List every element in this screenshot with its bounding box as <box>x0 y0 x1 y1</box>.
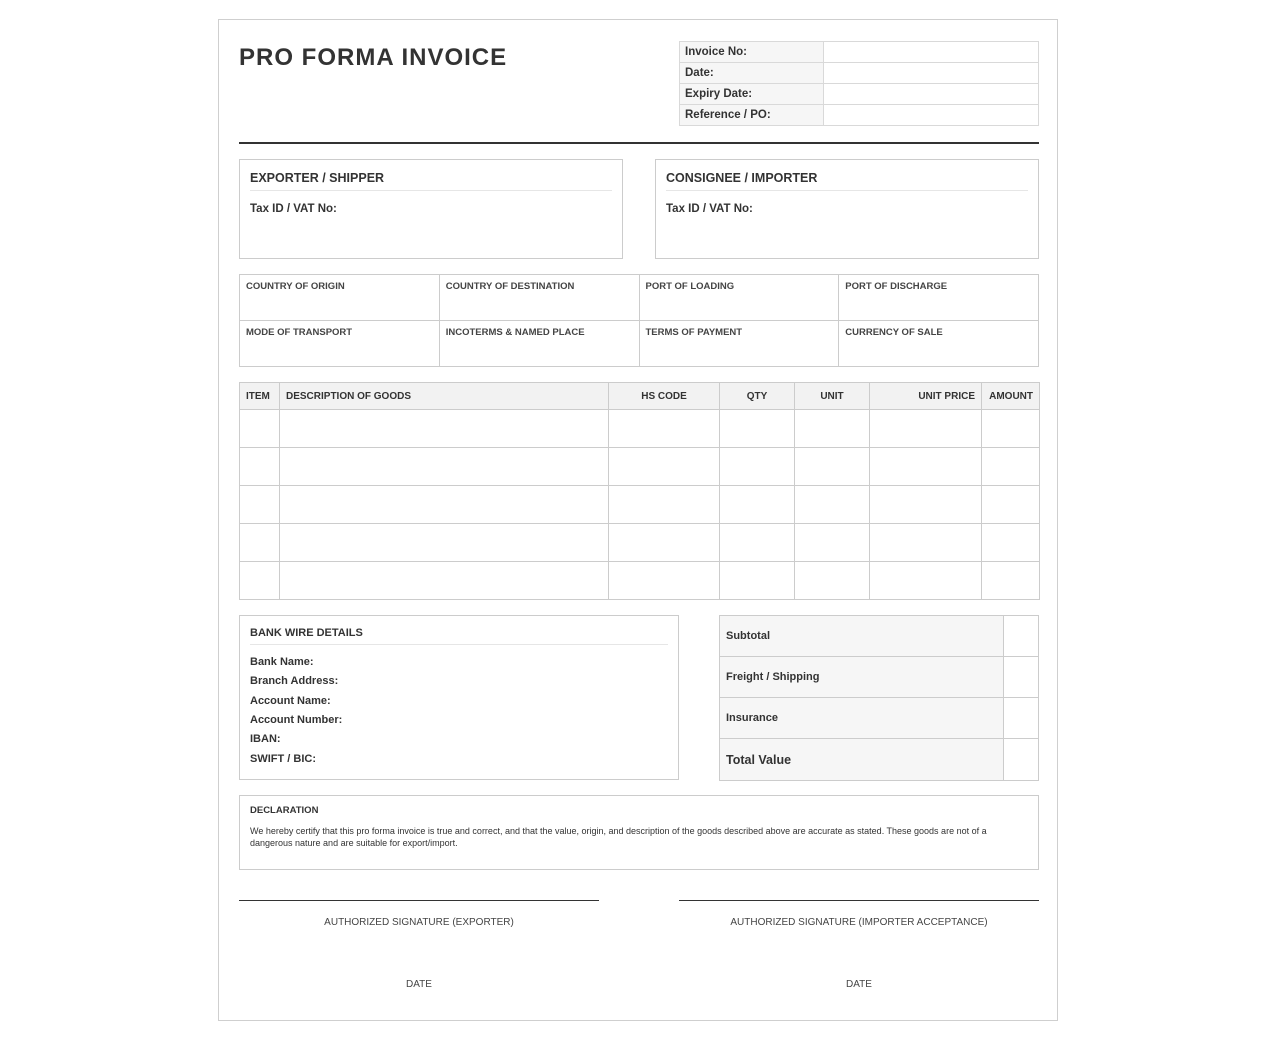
insurance-value[interactable] <box>1004 698 1039 739</box>
col-header-description: DESCRIPTION OF GOODS <box>280 383 609 410</box>
unit-price-cell[interactable] <box>870 448 982 486</box>
exporter-heading: EXPORTER / SHIPPER <box>250 171 612 191</box>
exporter-tax-label: Tax ID / VAT No: <box>250 203 337 215</box>
exporter-box[interactable] <box>239 159 623 259</box>
subtotal-value[interactable] <box>1004 616 1039 657</box>
col-header-item: ITEM <box>240 383 280 410</box>
description-cell[interactable] <box>280 524 609 562</box>
meta-row-reference-po <box>680 105 1039 126</box>
hs-code-cell[interactable] <box>609 410 720 448</box>
col-header-amount: AMOUNT <box>982 383 1040 410</box>
col-header-unit-price: UNIT PRICE <box>870 383 982 410</box>
meta-label: Date: <box>680 63 824 84</box>
page-title: PRO FORMA INVOICE <box>239 44 508 71</box>
account-name-label: Account Name: <box>250 695 331 707</box>
table-row <box>240 524 1040 562</box>
subtotal-row <box>720 616 1039 657</box>
qty-cell[interactable] <box>720 486 795 524</box>
unit-price-cell[interactable] <box>870 524 982 562</box>
unit-price-cell[interactable] <box>870 410 982 448</box>
header-divider <box>239 142 1039 144</box>
meta-row-invoice-no <box>680 42 1039 63</box>
subtotal-label: Subtotal <box>720 616 1004 657</box>
freight-label: Freight / Shipping <box>720 657 1004 698</box>
reference-po-field[interactable] <box>824 105 1039 126</box>
consignee-box[interactable] <box>655 159 1039 259</box>
hs-code-cell[interactable] <box>609 448 720 486</box>
freight-value[interactable] <box>1004 657 1039 698</box>
terms-of-payment-cell[interactable]: TERMS OF PAYMENT <box>639 321 839 367</box>
hs-code-cell[interactable] <box>609 486 720 524</box>
logistics-grid <box>239 274 1039 367</box>
item-cell[interactable] <box>240 410 280 448</box>
meta-label: Expiry Date: <box>680 84 824 105</box>
date-field[interactable] <box>824 63 1039 84</box>
description-cell[interactable] <box>280 410 609 448</box>
country-of-destination-cell[interactable]: COUNTRY OF DESTINATION <box>439 275 639 321</box>
unit-cell[interactable] <box>795 524 870 562</box>
logistics-row <box>240 321 1039 367</box>
unit-cell[interactable] <box>795 562 870 600</box>
invoice-page <box>218 19 1058 1021</box>
importer-signature-label: AUTHORIZED SIGNATURE (IMPORTER ACCEPTANCE) <box>730 917 988 928</box>
qty-cell[interactable] <box>720 410 795 448</box>
declaration-text: We hereby certify that this pro forma invoice is true and correct, and that the value, origin, and description of the goods described above are accurate as stated. These goods are not of a dangerous nature and are suitable for export/import. <box>250 826 987 848</box>
mode-of-transport-cell[interactable]: MODE OF TRANSPORT <box>240 321 440 367</box>
account-number-label: Account Number: <box>250 714 343 726</box>
amount-cell[interactable] <box>982 486 1040 524</box>
qty-cell[interactable] <box>720 562 795 600</box>
invoice-no-field[interactable] <box>824 42 1039 63</box>
port-of-loading-cell[interactable]: PORT OF LOADING <box>639 275 839 321</box>
hs-code-cell[interactable] <box>609 524 720 562</box>
table-row <box>240 410 1040 448</box>
qty-cell[interactable] <box>720 448 795 486</box>
item-cell[interactable] <box>240 448 280 486</box>
amount-cell[interactable] <box>982 410 1040 448</box>
item-cell[interactable] <box>240 524 280 562</box>
port-of-discharge-cell[interactable]: PORT OF DISCHARGE <box>839 275 1039 321</box>
amount-cell[interactable] <box>982 448 1040 486</box>
total-value-row <box>720 739 1039 781</box>
description-cell[interactable] <box>280 448 609 486</box>
amount-cell[interactable] <box>982 524 1040 562</box>
freight-row <box>720 657 1039 698</box>
exporter-signature-line[interactable] <box>239 900 599 901</box>
logistics-row <box>240 275 1039 321</box>
description-cell[interactable] <box>280 486 609 524</box>
col-header-qty: QTY <box>720 383 795 410</box>
items-header-row <box>240 383 1040 410</box>
declaration-heading: DECLARATION <box>250 805 319 816</box>
exporter-date-label: DATE <box>406 979 432 990</box>
amount-cell[interactable] <box>982 562 1040 600</box>
importer-signature-line[interactable] <box>679 900 1039 901</box>
bank-heading: BANK WIRE DETAILS <box>250 627 668 645</box>
expiry-date-field[interactable] <box>824 84 1039 105</box>
meta-row-date <box>680 63 1039 84</box>
unit-price-cell[interactable] <box>870 486 982 524</box>
exporter-signature-label: AUTHORIZED SIGNATURE (EXPORTER) <box>324 917 514 928</box>
swift-bic-label: SWIFT / BIC: <box>250 753 316 765</box>
insurance-label: Insurance <box>720 698 1004 739</box>
bank-name-label: Bank Name: <box>250 656 314 668</box>
country-of-origin-cell[interactable]: COUNTRY OF ORIGIN <box>240 275 440 321</box>
hs-code-cell[interactable] <box>609 562 720 600</box>
consignee-heading: CONSIGNEE / IMPORTER <box>666 171 1028 191</box>
col-header-hs-code: HS CODE <box>609 383 720 410</box>
items-table <box>239 382 1040 600</box>
item-cell[interactable] <box>240 562 280 600</box>
incoterms-cell[interactable]: INCOTERMS & NAMED PLACE <box>439 321 639 367</box>
item-cell[interactable] <box>240 486 280 524</box>
table-row <box>240 448 1040 486</box>
qty-cell[interactable] <box>720 524 795 562</box>
currency-of-sale-cell[interactable]: CURRENCY OF SALE <box>839 321 1039 367</box>
bank-wire-box <box>239 615 679 780</box>
totals-table <box>719 615 1039 781</box>
consignee-tax-label: Tax ID / VAT No: <box>666 203 753 215</box>
invoice-meta-table <box>679 41 1039 126</box>
declaration-box <box>239 795 1039 870</box>
insurance-row <box>720 698 1039 739</box>
meta-row-expiry-date <box>680 84 1039 105</box>
total-value-value[interactable] <box>1004 739 1039 781</box>
unit-cell[interactable] <box>795 410 870 448</box>
meta-label: Reference / PO: <box>680 105 824 126</box>
importer-date-label: DATE <box>846 979 872 990</box>
unit-price-cell[interactable] <box>870 562 982 600</box>
total-value-label: Total Value <box>720 739 1004 781</box>
meta-label: Invoice No: <box>680 42 824 63</box>
branch-address-label: Branch Address: <box>250 675 339 687</box>
unit-cell[interactable] <box>795 448 870 486</box>
table-row <box>240 562 1040 600</box>
col-header-unit: UNIT <box>795 383 870 410</box>
iban-label: IBAN: <box>250 733 281 745</box>
description-cell[interactable] <box>280 562 609 600</box>
table-row <box>240 486 1040 524</box>
unit-cell[interactable] <box>795 486 870 524</box>
